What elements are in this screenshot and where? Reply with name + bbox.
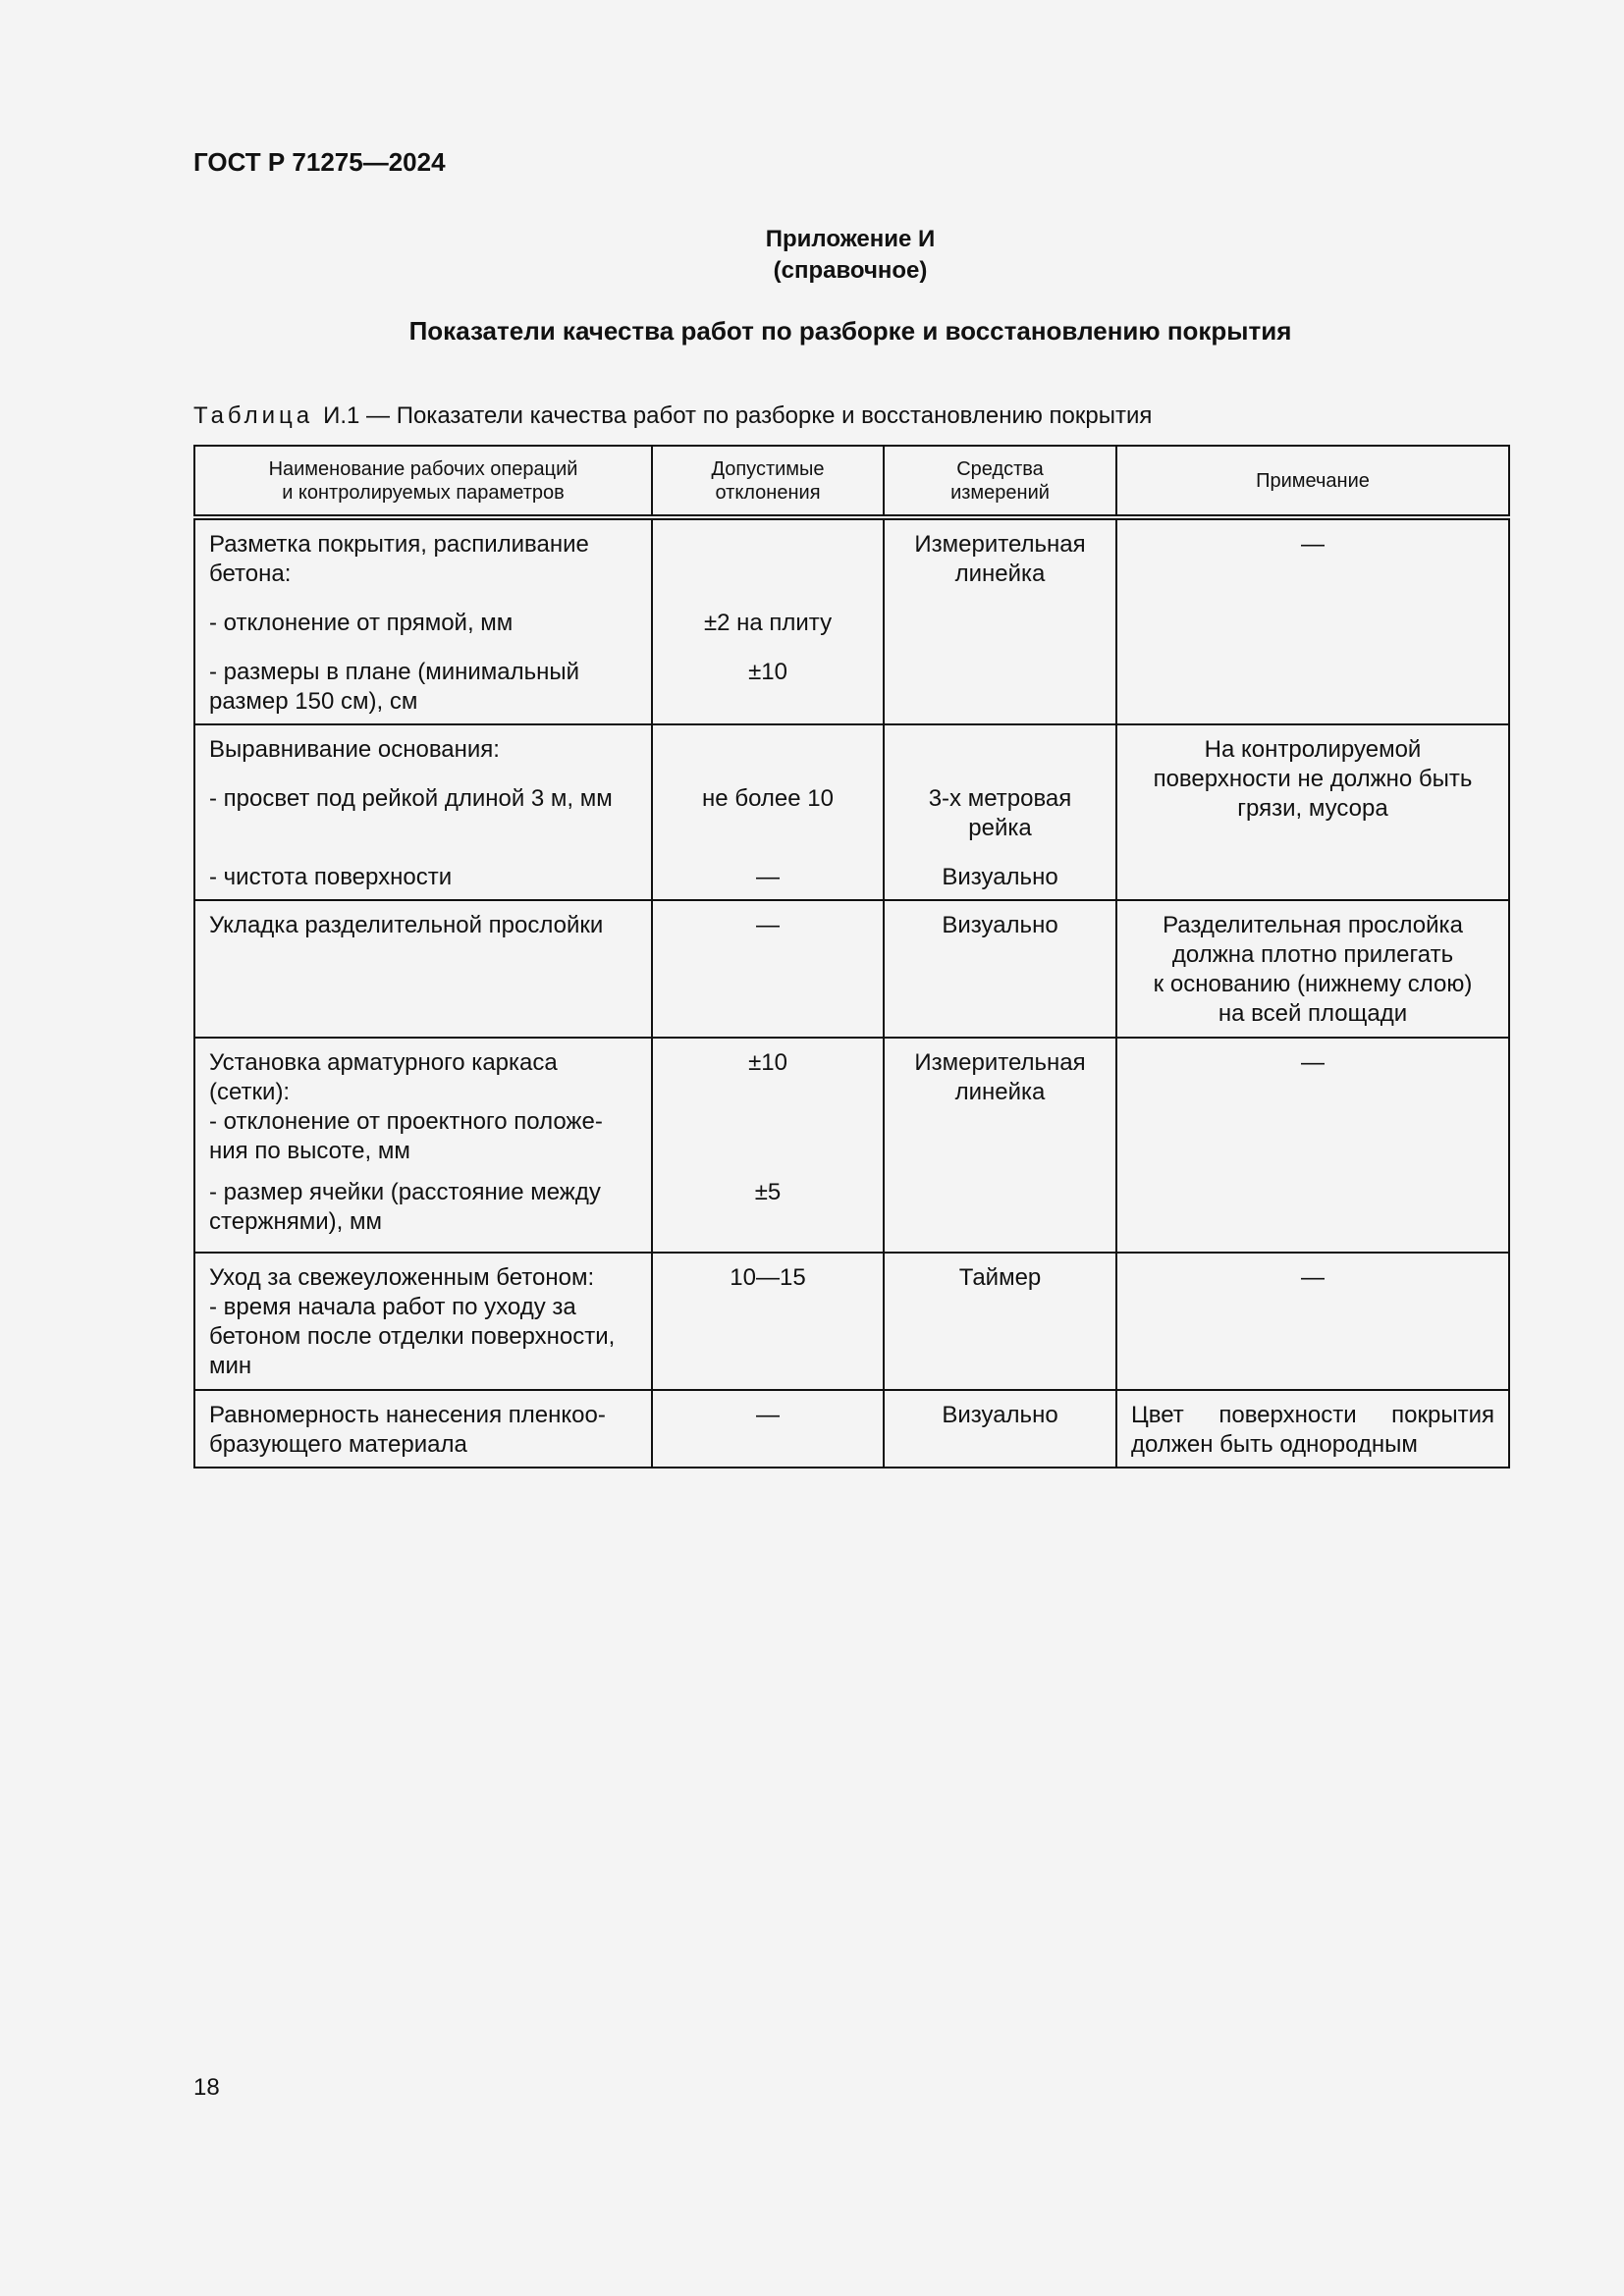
cell-line: рейка (968, 815, 1032, 841)
table-row (194, 517, 1509, 724)
cell-line: - отклонение от проектного положе- (209, 1108, 603, 1135)
cell-operation (194, 517, 652, 724)
header-line: измерений (950, 481, 1050, 504)
cell-tolerance (652, 900, 884, 1038)
table-caption (193, 402, 1152, 430)
cell-instrument (884, 517, 1116, 724)
cell-line: — (756, 1402, 780, 1428)
cell-instrument (884, 1038, 1116, 1253)
header-line: Наименование рабочих операций (268, 457, 578, 480)
document-code: ГОСТ Р 71275—2024 (193, 147, 446, 177)
header-line: отклонения (715, 481, 821, 504)
cell-line: бетоном после отделки поверхности, (209, 1323, 616, 1350)
quality-indicators-table (193, 445, 1510, 1468)
cell-operation (194, 1390, 652, 1468)
header-line: Примечание (1256, 469, 1370, 492)
cell-line: к основанию (нижнему слою) (1153, 971, 1473, 997)
header-line: и контролируемых параметров (282, 481, 565, 504)
cell-instrument (884, 1253, 1116, 1390)
cell-line: ±2 на плиту (703, 610, 833, 636)
cell-line: - время начала работ по уходу за (209, 1294, 576, 1320)
cell-line: Цвет поверхности покрытия (1131, 1402, 1494, 1428)
cell-line: линейка (954, 561, 1046, 587)
cell-line: — (1301, 1264, 1325, 1291)
cell-line: - размеры в плане (минимальный (209, 659, 580, 685)
cell-line: Визуально (942, 864, 1058, 890)
table-row (194, 1253, 1509, 1390)
cell-note (1116, 1390, 1509, 1468)
cell-tolerance (652, 724, 884, 900)
cell-line: должна плотно прилегать (1171, 941, 1454, 968)
cell-line: Измерительная (914, 531, 1086, 558)
table-header-row (194, 446, 1509, 517)
cell-line: - чистота поверхности (209, 864, 453, 890)
cell-operation (194, 724, 652, 900)
cell-operation (194, 900, 652, 1038)
cell-line: - просвет под рейкой длиной 3 м, мм (209, 785, 613, 812)
cell-line: стержнями), мм (209, 1208, 382, 1235)
header-tolerances (652, 446, 884, 517)
cell-line: Визуально (942, 1402, 1058, 1428)
cell-line: грязи, мусора (1237, 795, 1388, 822)
cell-operation (194, 1038, 652, 1253)
cell-line: Разделительная прослойка (1163, 912, 1463, 938)
table-caption-text: И.1 — Показатели качества работ по разборке и восстановлению покрытия (323, 402, 1153, 429)
header-operations (194, 446, 652, 517)
appendix-subtitle: (справочное) (773, 257, 928, 284)
header-line: Допустимые (711, 457, 825, 480)
cell-instrument (884, 724, 1116, 900)
section-title: Показатели качества работ по разборке и восстановлению покрытия (408, 316, 1292, 346)
page-number: 18 (193, 2074, 220, 2101)
cell-line: — (756, 912, 780, 938)
cell-note (1116, 1253, 1509, 1390)
cell-note (1116, 900, 1509, 1038)
cell-line: ±10 (748, 659, 787, 685)
cell-line: — (1301, 1049, 1325, 1076)
cell-line: ±5 (754, 1179, 782, 1205)
table-row (194, 1390, 1509, 1468)
cell-line: - отклонение от прямой, мм (209, 610, 514, 636)
cell-tolerance (652, 517, 884, 724)
header-line: Средства (956, 457, 1044, 480)
cell-line: бетона: (209, 561, 292, 587)
cell-operation (194, 1253, 652, 1390)
cell-line: мин (209, 1353, 252, 1379)
cell-line: Измерительная (914, 1049, 1086, 1076)
cell-line: ния по высоте, мм (209, 1138, 410, 1164)
appendix-title: Приложение И (765, 226, 936, 252)
table-row (194, 1038, 1509, 1253)
cell-line: Укладка разделительной прослойки (209, 912, 604, 938)
cell-line: Визуально (942, 912, 1058, 938)
cell-instrument (884, 900, 1116, 1038)
cell-line: линейка (954, 1079, 1046, 1105)
cell-tolerance (652, 1390, 884, 1468)
cell-line: бразующего материала (209, 1431, 467, 1458)
cell-line: поверхности не должно быть (1153, 766, 1473, 792)
cell-instrument (884, 1390, 1116, 1468)
cell-line: Таймер (958, 1264, 1042, 1291)
table-row (194, 900, 1509, 1038)
cell-line: Установка арматурного каркаса (209, 1049, 558, 1076)
cell-line: (сетки): (209, 1079, 291, 1105)
cell-line: 3-х метровая (928, 785, 1072, 812)
cell-note (1116, 724, 1509, 900)
cell-line: — (1301, 531, 1325, 558)
header-instruments (884, 446, 1116, 517)
cell-tolerance (652, 1038, 884, 1253)
cell-note (1116, 517, 1509, 724)
cell-line: Равномерность нанесения пленкоо- (209, 1402, 606, 1428)
cell-line: — (756, 864, 780, 890)
cell-line: - размер ячейки (расстояние между (209, 1179, 601, 1205)
cell-line: должен быть однородным (1131, 1431, 1418, 1458)
cell-tolerance (652, 1253, 884, 1390)
table-caption-label: Таблица (193, 402, 314, 429)
appendix-heading (0, 224, 1624, 287)
cell-line: 10—15 (730, 1264, 806, 1291)
cell-note (1116, 1038, 1509, 1253)
cell-line: размер 150 см), см (209, 688, 418, 715)
cell-line: ±10 (748, 1049, 787, 1076)
cell-line: на всей площади (1218, 1000, 1408, 1027)
cell-line: Разметка покрытия, распиливание (209, 531, 589, 558)
cell-line: Выравнивание основания: (209, 736, 500, 763)
cell-line: Уход за свежеуложенным бетоном: (209, 1264, 595, 1291)
table-row (194, 724, 1509, 900)
header-note (1116, 446, 1509, 517)
cell-line: не более 10 (702, 785, 834, 812)
cell-line: На контролируемой (1204, 736, 1422, 763)
